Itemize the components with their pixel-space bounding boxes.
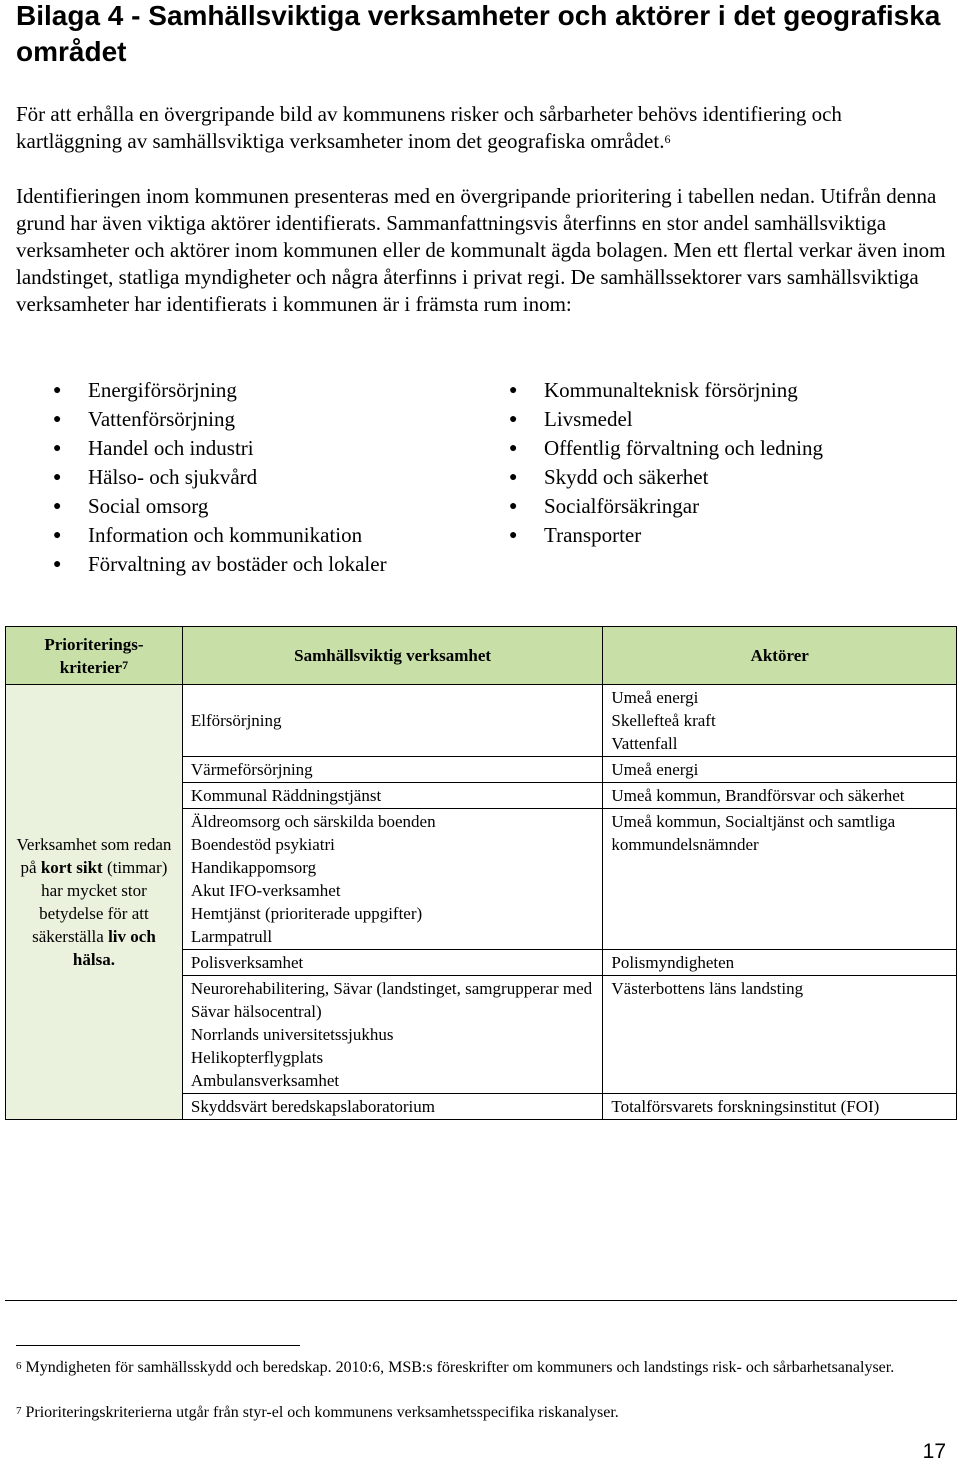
activity-line: Norrlands universitetssjukhus bbox=[190, 1025, 394, 1044]
activity-cell bbox=[182, 757, 603, 783]
footnote-number: 6 bbox=[16, 1360, 22, 1372]
sector-item bbox=[16, 492, 476, 521]
actors-cell bbox=[603, 783, 957, 809]
sector-label: Offentlig förvaltning och ledning bbox=[544, 436, 823, 460]
bullet-icon: ● bbox=[53, 528, 62, 543]
sector-item bbox=[16, 434, 476, 463]
sector-item bbox=[16, 463, 476, 492]
intro-paragraph-1-text: För att erhålla en övergripande bild av kommunens risker och sårbarheter behövs identifiering och kartläggning av samhällsviktiga verksamheter inom det geografiska området. bbox=[16, 102, 842, 153]
activity-cell bbox=[182, 950, 603, 976]
sector-item bbox=[472, 376, 942, 405]
bullet-icon: ● bbox=[509, 441, 518, 456]
bullet-icon: ● bbox=[53, 383, 62, 398]
bullet-icon: ● bbox=[53, 499, 62, 514]
footnote-text: Prioriteringskriterierna utgår från styr-el och kommunens verksamhetsspecifika riskanalyser. bbox=[25, 1404, 619, 1421]
criteria-cell bbox=[6, 685, 183, 1120]
sector-item bbox=[472, 492, 942, 521]
footnote-number: 7 bbox=[16, 1405, 22, 1417]
actors-cell bbox=[603, 809, 957, 950]
activity-line: Helikopterflygplats bbox=[190, 1048, 324, 1067]
footnote-ref-7: 7 bbox=[122, 657, 129, 672]
actor-line: Vattenfall bbox=[611, 734, 678, 753]
criteria-text: (timmar) har mycket stor betydelse för att säkerställa bbox=[32, 858, 168, 946]
criteria-text: Verksamhet som redan på bbox=[16, 835, 172, 877]
sector-item bbox=[472, 521, 942, 550]
actor-line: Umeå energi bbox=[611, 688, 699, 707]
sector-item bbox=[16, 521, 476, 550]
activity-cell bbox=[182, 685, 603, 757]
sector-item bbox=[472, 405, 942, 434]
bullet-icon: ● bbox=[509, 412, 518, 427]
sector-item bbox=[472, 463, 942, 492]
sector-label: Socialförsäkringar bbox=[544, 494, 700, 518]
actors-cell bbox=[603, 976, 957, 1094]
sector-label: Transporter bbox=[544, 523, 642, 547]
footnote-6 bbox=[16, 1357, 951, 1378]
actor-line: Västerbottens läns landsting bbox=[611, 979, 804, 998]
activity-line: Äldreomsorg och särskilda boenden bbox=[190, 812, 436, 831]
activity-cell bbox=[182, 1094, 603, 1120]
sector-item bbox=[16, 376, 476, 405]
activity-line: Neurorehabilitering, Sävar (landstinget, samgrupperar med Sävar hälsocentral) bbox=[190, 979, 593, 1021]
header-activity: Samhällsviktig verksamhet bbox=[182, 627, 603, 685]
sector-label: Förvaltning av bostäder och lokaler bbox=[88, 552, 387, 576]
bullet-icon: ● bbox=[509, 499, 518, 514]
sector-label: Handel och industri bbox=[88, 436, 254, 460]
actor-line: Umeå kommun, Socialtjänst och samtliga kommundelsnämnder bbox=[611, 812, 896, 854]
table-row bbox=[6, 685, 957, 757]
header-actors: Aktörer bbox=[603, 627, 957, 685]
sector-label: Kommunalteknisk försörjning bbox=[544, 378, 798, 402]
actor-line: Umeå kommun, Brandförsvar och säkerhet bbox=[611, 786, 905, 805]
sector-item bbox=[16, 550, 476, 579]
actors-cell bbox=[603, 1094, 957, 1120]
sector-item bbox=[472, 434, 942, 463]
page-divider bbox=[5, 1300, 957, 1301]
header-criteria-line1: Prioriterings- bbox=[44, 634, 144, 654]
page-number: 17 bbox=[922, 1440, 946, 1463]
priority-table bbox=[5, 626, 957, 1120]
bullet-icon: ● bbox=[53, 412, 62, 427]
activity-line: Larmpatrull bbox=[190, 927, 273, 946]
bullet-icon: ● bbox=[509, 383, 518, 398]
actors-cell bbox=[603, 757, 957, 783]
intro-paragraph-1 bbox=[16, 101, 946, 155]
sector-list-left bbox=[16, 376, 476, 579]
sector-label: Skydd och säkerhet bbox=[544, 465, 709, 489]
sector-label: Information och kommunikation bbox=[88, 523, 363, 547]
sector-label: Vattenförsörjning bbox=[88, 407, 235, 431]
bullet-icon: ● bbox=[53, 557, 62, 572]
sector-list-right bbox=[472, 376, 942, 550]
intro-paragraph-2: Identifieringen inom kommunen presenteras med en övergripande prioritering i tabellen nedan. Utifrån denna grund har även viktiga aktörer identifierats. Sammanfattningsvis återfinns en stor andel samhällsviktiga verksamheter och aktörer inom kommunen eller de kommunalt ägda bolagen. Men ett flertal verkar även inom landstinget, statliga myndigheter och några återfinns i privat regi. De samhällssektorer vars samhällsviktiga verksamheter har identifierats i kommunen är i främsta rum inom: bbox=[16, 184, 946, 316]
activity-line: Värmeförsörjning bbox=[190, 760, 313, 779]
activity-line: Handikappomsorg bbox=[190, 858, 317, 877]
actor-line: Skellefteå kraft bbox=[611, 711, 716, 730]
sector-item bbox=[16, 405, 476, 434]
footnote-text: Myndigheten för samhällsskydd och beredskap. 2010:6, MSB:s föreskrifter om kommuners och landstings risk- och sårbarhetsanalyser. bbox=[25, 1359, 895, 1376]
actor-line: Totalförsvarets forskningsinstitut (FOI) bbox=[611, 1097, 880, 1116]
table-header-row bbox=[6, 627, 957, 685]
actor-line: Polismyndigheten bbox=[611, 953, 735, 972]
bullet-icon: ● bbox=[53, 441, 62, 456]
activity-line: Elförsörjning bbox=[190, 711, 282, 730]
activity-line: Hemtjänst (prioriterade uppgifter) bbox=[190, 904, 423, 923]
sector-label: Hälso- och sjukvård bbox=[88, 465, 258, 489]
activity-line: Ambulansverksamhet bbox=[190, 1071, 340, 1090]
activity-line: Boendestöd psykiatri bbox=[190, 835, 335, 854]
header-criteria bbox=[6, 627, 183, 685]
actors-cell bbox=[603, 950, 957, 976]
footnote-7 bbox=[16, 1402, 951, 1423]
page-title: Bilaga 4 - Samhällsviktiga verksamheter och aktörer i det geografiska området bbox=[16, 0, 941, 67]
criteria-bold: kort sikt bbox=[40, 858, 103, 877]
actors-cell bbox=[603, 685, 957, 757]
header-criteria-line2: kriterier bbox=[59, 657, 123, 677]
footnote-ref-6: 6 bbox=[664, 132, 671, 146]
activity-line: Skyddsvärt beredskapslaboratorium bbox=[190, 1097, 435, 1116]
bullet-icon: ● bbox=[53, 470, 62, 485]
activity-cell bbox=[182, 809, 603, 950]
activity-line: Polisverksamhet bbox=[190, 953, 304, 972]
actor-line: Umeå energi bbox=[611, 760, 699, 779]
criteria-bold: liv och hälsa. bbox=[72, 927, 156, 969]
bullet-icon: ● bbox=[509, 528, 518, 543]
activity-line: Kommunal Räddningstjänst bbox=[190, 786, 382, 805]
sector-label: Social omsorg bbox=[88, 494, 209, 518]
footnote-separator bbox=[16, 1345, 300, 1346]
activity-cell bbox=[182, 783, 603, 809]
activity-line: Akut IFO-verksamhet bbox=[190, 881, 341, 900]
sector-label: Livsmedel bbox=[544, 407, 633, 431]
activity-cell bbox=[182, 976, 603, 1094]
bullet-icon: ● bbox=[509, 470, 518, 485]
sector-label: Energiförsörjning bbox=[88, 378, 237, 402]
